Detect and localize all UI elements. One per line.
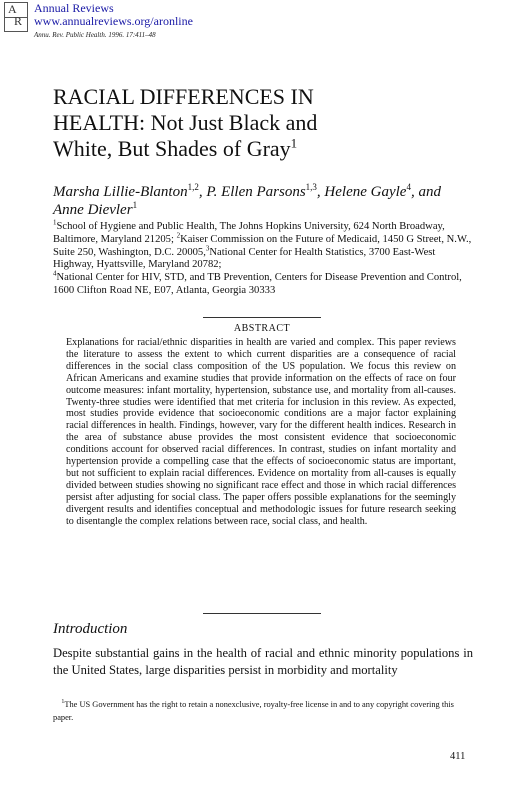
article-title <box>53 84 473 162</box>
author-affiliation-mark: 1,3 <box>305 182 317 192</box>
title-line-3: White, But Shades of Gray <box>53 136 291 161</box>
affiliation-text: National Center for HIV, STD, and TB Prevention, Centers for Disease Prevention and Control, 1600 Clifton Road NE, E07, Atlanta, Georgia 30333 <box>53 272 462 296</box>
title-footnote-mark: 1 <box>290 135 298 151</box>
title-line-1: RACIAL DIFFERENCES IN <box>53 84 314 109</box>
author-affiliations: $^1$School of Hygiene and Public Health, The Johns Hopkins University, 624 North Broadway, Baltimore, Maryland 21205; $^2$Kaiser Commission on the Future of Medicaid, 1450 G Street, N.W., Suite 250, Washington, D.C. 20005,$^3$National Center for Health Statistics, 3700 East-West Highway, Hyattsville, Maryland 20782; $^4$National Center for HIV, STD, and TB Prevention, Centers for Disease Prevention and Control, 1600 Clifton Road NE, E07, Atlanta, Georgia 30333 <box>53 218 472 296</box>
footnote-mark: 1 <box>61 699 65 706</box>
affiliation-text: Kaiser Commission on the Future of Medicaid, 1450 G Street, N.W., Suite 250, Washington, D.C. 20005, <box>53 233 472 258</box>
journal-citation: Annu. Rev. Public Health. 1996. 17:411–48 <box>34 31 156 39</box>
header-links <box>34 2 193 28</box>
author-affiliation-mark: 4 <box>406 182 411 192</box>
author-list: Marsha Lillie-Blanton$^{1,2}$, P. Ellen Parsons$^{1,3}$, Helene Gayle$^4$, and Anne Dievler$^1$ <box>53 182 441 218</box>
introduction-text: Despite substantial gains in the health of racial and ethnic minority populations in the United States, large disparities persist in morbidity and mortality <box>53 646 473 677</box>
abstract-bottom-rule <box>203 613 321 614</box>
logo-letter-r: R <box>14 14 23 28</box>
footnote <box>53 698 473 724</box>
abstract-text: Explanations for racial/ethnic disparities in health are varied and complex. This paper reviews the literature to assess the extent to which current disparities are a consequence of racial differences in the social class composition of the US population. We focus this review on African Americans and examine studies that provide information on the effects of race on four outcome measures: infant mortality, hypertension, substance use, and mortality from all-causes. Twenty-three studies were identified that met criteria for inclusion in this review. As expected, most studies provide evidence that socioeconomic conditions are a major factor explaining racial differences in health. Findings, however, vary for the different health indices. Research in the area of substance abuse provides the most consistent evidence that socioeconomic conditions account for observed racial differences. In contrast, studies on infant mortality and hypertension provide a compelling case that the effects of socioeconomic status are important, but not sufficient to explain racial differences. Evidence on mortality from all-causes is equally divided between studies showing no significant race effect and those in which racial differences persist after adjusting for social class. The paper offers possible explanations for the seemingly divergent results and identifies conceptual and methodologic issues for future research seeking to disentangle the complex relations between race, social class, and health. <box>66 337 456 527</box>
abstract-top-rule <box>203 317 321 318</box>
publisher-link[interactable]: Annual Reviews <box>34 1 114 15</box>
introduction-heading: Introduction <box>53 621 128 637</box>
author-name: P. Ellen Parsons <box>206 184 306 200</box>
author-name: Helene Gayle <box>324 184 407 200</box>
author-name: Anne Dievler <box>53 202 133 218</box>
abstract-heading: ABSTRACT <box>233 323 291 334</box>
footnote-text: The US Government has the right to retain a nonexclusive, royalty-free license in and to any copyright covering this paper. <box>53 700 454 722</box>
page-number: 411 <box>450 751 466 762</box>
title-line-2: HEALTH: Not Just Black and <box>53 110 318 135</box>
logo-letter-a: A <box>8 2 17 16</box>
author-name: Marsha Lillie-Blanton <box>53 184 188 200</box>
author-affiliation-mark: 1 <box>132 200 138 210</box>
author-affiliation-mark: 1,2 <box>187 182 199 192</box>
affiliation-text: National Center for Health Statistics, 3700 East-West Highway, Hyattsville, Maryland 20782; <box>53 246 436 271</box>
affiliation-text: School of Hygiene and Public Health, The Johns Hopkins University, 624 North Broadway, Baltimore, Maryland 21205; <box>53 221 445 245</box>
annual-reviews-logo-icon <box>4 2 28 32</box>
website-link[interactable]: www.annualreviews.org/aronline <box>34 14 193 28</box>
